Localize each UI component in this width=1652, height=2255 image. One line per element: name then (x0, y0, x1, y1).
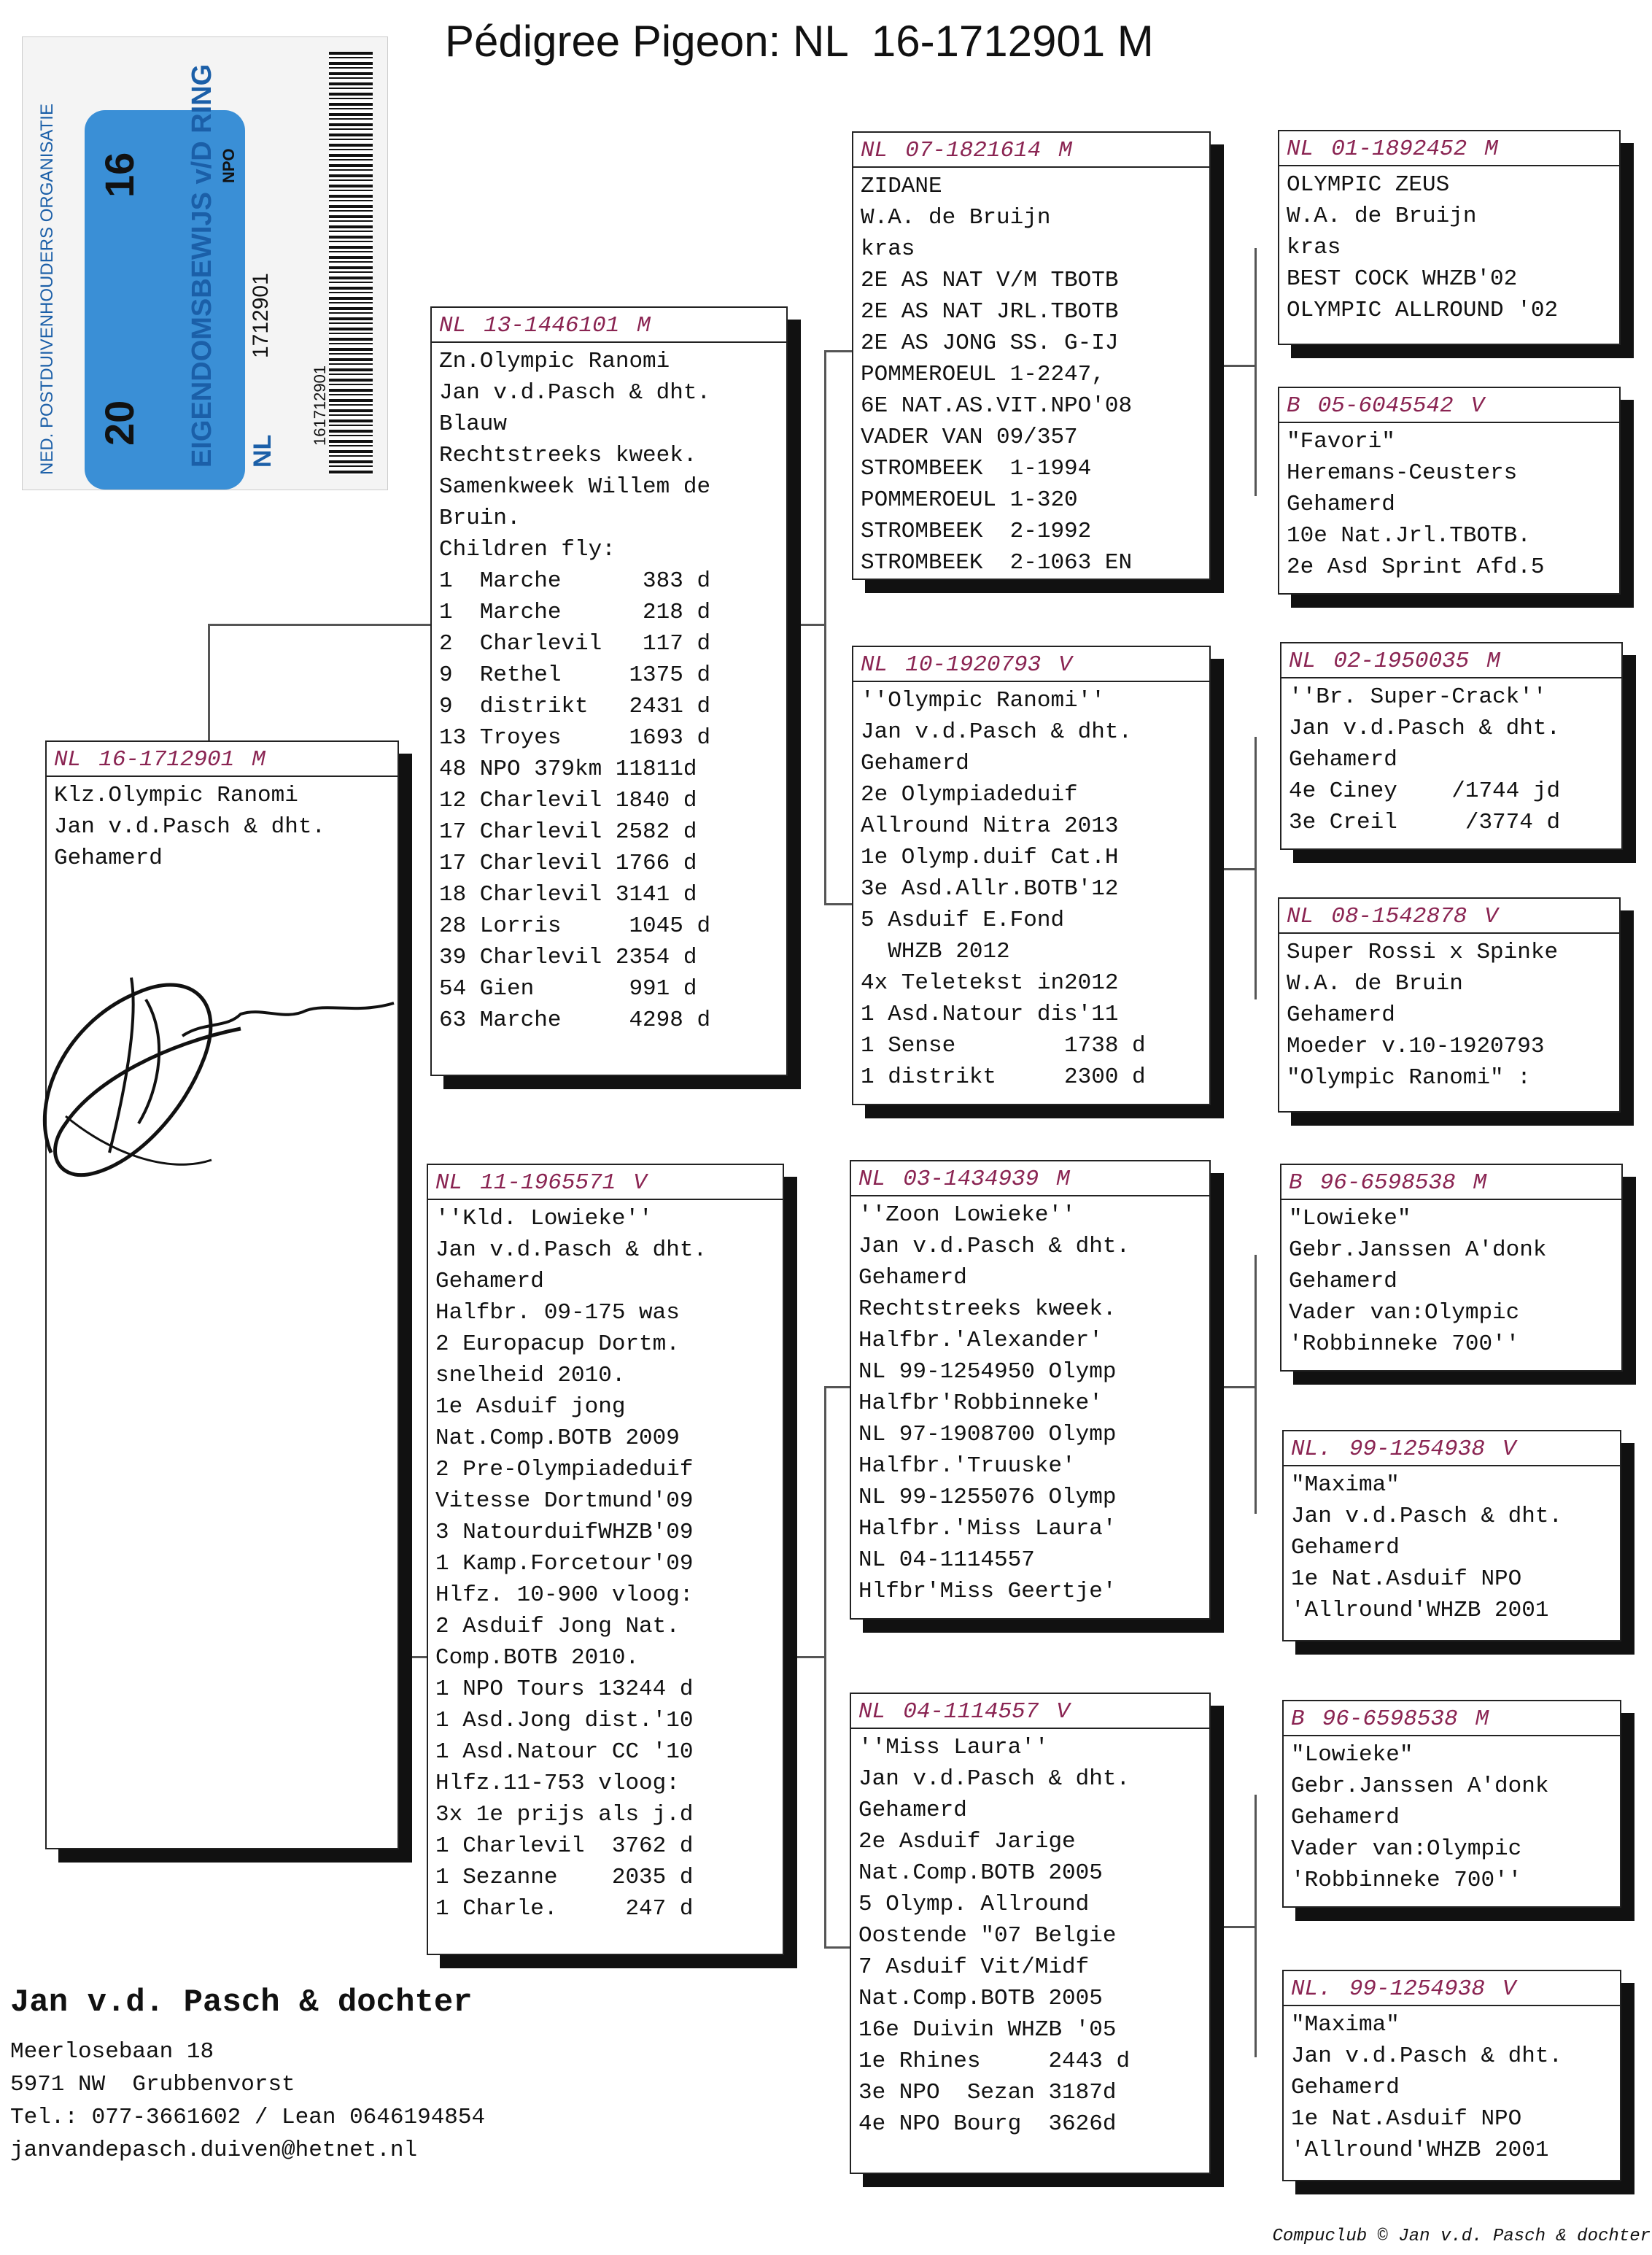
card-line: 9 Rethel 1375 d (439, 662, 711, 688)
card-header: B 96-6598538 M (1284, 1701, 1620, 1736)
card-header: NL. 99-1254938 V (1284, 1431, 1620, 1466)
card-line: 28 Lorris 1045 d (439, 913, 711, 939)
card-line: Halfbr.'Truuske' (858, 1453, 1076, 1479)
pedigree-card-mff (1280, 1164, 1623, 1372)
card-header: NL 16-1712901 M (47, 742, 398, 777)
card-line: Samenkweek Willem de (439, 474, 711, 500)
card-line: Jan v.d.Pasch & dht. (858, 1766, 1131, 1792)
card-header: NL 11-1965571 V (428, 1165, 783, 1200)
card-line: W.A. de Bruin (1287, 971, 1463, 997)
card-line: Nat.Comp.BOTB 2009 (435, 1426, 680, 1451)
card-line: Halfbr.'Alexander' (858, 1328, 1103, 1353)
card-line: STROMBEEK 1-1994 (861, 456, 1092, 481)
card-line: 1 Marche 383 d (439, 568, 711, 594)
pedigree-card-fm (852, 646, 1211, 1105)
card-line: 1 Sense 1738 d (861, 1033, 1146, 1059)
card-line: 1e Nat.Asduif NPO (1291, 2106, 1522, 2132)
card-line: Gehamerd (1287, 492, 1395, 517)
card-line: 1e Nat.Asduif NPO (1291, 1566, 1522, 1592)
pedigree-card-mfm (1282, 1430, 1621, 1641)
card-line: STROMBEEK 2-1063 EN (861, 550, 1133, 576)
card-line: Gehamerd (858, 1265, 967, 1291)
card-line: 18 Charlevil 3141 d (439, 882, 697, 908)
pedigree-card-mother (427, 1164, 784, 1955)
pedigree-card-mmf (1282, 1700, 1621, 1908)
card-line: Rechtstreeks kweek. (858, 1296, 1117, 1322)
ring-year-right: 16 (96, 152, 142, 198)
connector-line (788, 624, 826, 626)
ring-year-left: 20 (96, 400, 142, 446)
card-line: 2E AS JONG SS. G-IJ (861, 330, 1119, 356)
card-line: Jan v.d.Pasch & dht. (54, 814, 326, 840)
card-line: Jan v.d.Pasch & dht. (1291, 2043, 1563, 2069)
card-line: Jan v.d.Pasch & dht. (1291, 1504, 1563, 1529)
card-line: 1 Sezanne 2035 d (435, 1865, 694, 1890)
card-line: Gehamerd (1289, 747, 1397, 773)
ring-abbr: NPO (220, 148, 238, 183)
card-line: Nat.Comp.BOTB 2005 (858, 1986, 1103, 2011)
card-line: Comp.BOTB 2010. (435, 1645, 640, 1671)
card-line: 1 Asd.Natour dis'11 (861, 1002, 1119, 1027)
card-line: POMMEROEUL 1-320 (861, 487, 1078, 513)
card-line: Jan v.d.Pasch & dht. (858, 1234, 1131, 1259)
card-line: Gehamerd (858, 1798, 967, 1823)
card-line: 1 Asd.Jong dist.'10 (435, 1708, 694, 1733)
card-line: "Maxima" (1291, 1472, 1400, 1498)
connector-line (824, 1386, 852, 1388)
card-line: 1 distrikt 2300 d (861, 1064, 1146, 1090)
card-line: 5 Asduif E.Fond (861, 908, 1065, 933)
card-line: 2e Asduif Jarige (858, 1829, 1076, 1854)
connector-line (1254, 1255, 1257, 1514)
connector-line (208, 624, 210, 744)
card-line: 1 NPO Tours 13244 d (435, 1676, 694, 1702)
card-line: Blauw (439, 411, 508, 437)
card-line: NL 99-1254950 Olymp (858, 1359, 1117, 1385)
card-line: Nat.Comp.BOTB 2005 (858, 1860, 1103, 1886)
card-line: 13 Troyes 1693 d (439, 725, 711, 751)
pedigree-card-mf (850, 1160, 1211, 1620)
card-line: 2E AS NAT V/M TBOTB (861, 268, 1119, 293)
card-line: 54 Gien 991 d (439, 976, 697, 1002)
signature-image (22, 934, 401, 1204)
card-line: 'Robbinneke 700'' (1289, 1331, 1520, 1357)
card-line: 1 Charle. 247 d (435, 1896, 694, 1922)
owner-address: Meerlosebaan 18 (10, 2039, 214, 2065)
card-line: 17 Charlevil 2582 d (439, 819, 697, 845)
card-header: B 05-6045542 V (1279, 388, 1619, 423)
card-line: OLYMPIC ZEUS (1287, 172, 1450, 198)
pedigree-card-ffm (1278, 387, 1621, 595)
card-line: Halfbr'Robbinneke' (858, 1390, 1103, 1416)
connector-line (824, 903, 852, 905)
card-line: 3e Asd.Allr.BOTB'12 (861, 876, 1119, 902)
card-line: Bruin. (439, 506, 521, 531)
card-line: 2 Asduif Jong Nat. (435, 1614, 680, 1639)
card-line: "Maxima" (1291, 2012, 1400, 2038)
card-line: 1e Rhines 2443 d (858, 2049, 1131, 2074)
card-header: NL 02-1950035 M (1281, 643, 1621, 678)
card-line: 3e NPO Sezan 3187d (858, 2080, 1117, 2105)
connector-line (1254, 248, 1257, 496)
connector-line (1211, 1926, 1256, 1928)
card-line: ''Olympic Ranomi'' (861, 688, 1105, 713)
card-line: Vader van:Olympic (1289, 1300, 1520, 1326)
card-line: Moeder v.10-1920793 (1287, 1034, 1545, 1059)
owner-name: Jan v.d. Pasch & dochter (10, 1984, 473, 2021)
card-line: "Favori" (1287, 429, 1395, 455)
card-header: NL 03-1434939 M (851, 1161, 1209, 1196)
card-line: ''Zoon Lowieke'' (858, 1202, 1076, 1228)
card-line: 17 Charlevil 1766 d (439, 851, 697, 876)
card-line: 1e Olymp.duif Cat.H (861, 845, 1119, 870)
card-line: Vader van:Olympic (1291, 1836, 1522, 1862)
card-line: 1 Kamp.Forcetour'09 (435, 1551, 694, 1577)
card-line: Hlfz. 10-900 vloog: (435, 1582, 694, 1608)
card-line: Halfbr. 09-175 was (435, 1300, 680, 1326)
card-header: NL. 99-1254938 V (1284, 1971, 1620, 2006)
pedigree-card-mmm (1282, 1970, 1621, 2181)
card-line: Allround Nitra 2013 (861, 813, 1119, 839)
card-line: OLYMPIC ALLROUND '02 (1287, 298, 1559, 323)
ring-certificate (22, 36, 388, 490)
card-line: Hlfz.11-753 vloog: (435, 1771, 680, 1796)
card-line: 3e Creil /3774 d (1289, 810, 1561, 835)
card-line: Super Rossi x Spinke (1287, 940, 1559, 965)
card-line: kras (1287, 235, 1341, 260)
owner-contact (10, 2035, 485, 2167)
card-line: WHZB 2012 (861, 939, 1010, 964)
card-line: 5 Olymp. Allround (858, 1892, 1090, 1917)
card-line: 3x 1e prijs als j.d (435, 1802, 694, 1827)
card-line: 12 Charlevil 1840 d (439, 788, 697, 813)
pedigree-card-fff (1278, 130, 1621, 345)
connector-line (208, 624, 430, 626)
card-line: 'Allround'WHZB 2001 (1291, 2138, 1549, 2163)
ring-number: 1712901 (249, 273, 273, 358)
card-line: Jan v.d.Pasch & dht. (1289, 716, 1561, 741)
card-header: NL 13-1446101 M (432, 308, 786, 343)
card-line: Vitesse Dortmund'09 (435, 1488, 694, 1514)
card-line: Gehamerd (1291, 1535, 1400, 1560)
owner-city: 5971 NW Grubbenvorst (10, 2072, 295, 2097)
owner-phone: Tel.: 077-3661602 / Lean 0646194854 (10, 2105, 486, 2130)
card-line: 2e Olympiadeduif (861, 782, 1078, 808)
card-line: 4e NPO Bourg 3626d (858, 2111, 1117, 2137)
card-line: 1 Asd.Natour CC '10 (435, 1739, 694, 1765)
card-line: W.A. de Bruijn (1287, 204, 1477, 229)
card-line: Gehamerd (1291, 1805, 1400, 1830)
card-line: Rechtstreeks kweek. (439, 443, 697, 468)
card-line: 1e Asduif jong (435, 1394, 626, 1420)
card-line: VADER VAN 09/357 (861, 425, 1078, 450)
card-header: NL 07-1821614 M (853, 133, 1209, 168)
card-line: Halfbr.'Miss Laura' (858, 1516, 1117, 1542)
card-line: BEST COCK WHZB'02 (1287, 266, 1518, 292)
card-line: snelheid 2010. (435, 1363, 626, 1388)
pedigree-card-fmf (1280, 642, 1623, 850)
connector-line (1211, 365, 1256, 367)
card-line: ''Miss Laura'' (858, 1735, 1049, 1760)
card-line: ZIDANE (861, 174, 942, 199)
card-line: ''Kld. Lowieke'' (435, 1206, 653, 1231)
card-line: 1 Charlevil 3762 d (435, 1833, 694, 1859)
page-title: Pédigree Pigeon: NL 16-1712901 M (445, 17, 1154, 66)
owner-email: janvandepasch.duiven@hetnet.nl (10, 2138, 418, 2163)
card-line: 48 NPO 379km 11811d (439, 757, 697, 782)
card-line: POMMEROEUL 1-2247, (861, 362, 1105, 387)
card-header: NL 08-1542878 V (1279, 899, 1619, 934)
card-line: 39 Charlevil 2354 d (439, 945, 697, 970)
card-line: Jan v.d.Pasch & dht. (861, 719, 1133, 745)
card-line: 2e Asd Sprint Afd.5 (1287, 554, 1545, 580)
card-line: 1 Marche 218 d (439, 600, 711, 625)
connector-line (824, 350, 852, 352)
card-line: Hlfbr'Miss Geertje' (858, 1579, 1117, 1604)
card-line: Gehamerd (435, 1269, 544, 1294)
card-line: 2 Europacup Dortm. (435, 1331, 680, 1357)
connector-line (1211, 868, 1256, 870)
card-line: Gehamerd (861, 751, 969, 776)
card-header: NL 10-1920793 V (853, 647, 1209, 682)
card-line: 4e Ciney /1744 jd (1289, 778, 1561, 804)
pedigree-card-father (430, 306, 788, 1076)
ring-org: NED. POSTDUIVENHOUDERS ORGANISATIE (37, 104, 57, 475)
pedigree-card-subject (45, 740, 399, 1849)
ring-barcode-number: 161712901 (311, 365, 329, 446)
card-line: "Lowieke" (1289, 1206, 1411, 1231)
card-line: Heremans-Ceusters (1287, 460, 1518, 486)
card-line: 3 NatourduifWHZB'09 (435, 1520, 694, 1545)
connector-line (784, 1656, 826, 1658)
card-line: NL 04-1114557 (858, 1547, 1035, 1573)
card-header: NL 04-1114557 V (851, 1694, 1209, 1729)
card-line: 2 Pre-Olympiadeduif (435, 1457, 694, 1482)
card-line: 'Robbinneke 700'' (1291, 1868, 1522, 1893)
card-line: Gehamerd (1289, 1269, 1397, 1294)
card-line: ''Br. Super-Crack'' (1289, 684, 1547, 710)
card-line: 9 distrikt 2431 d (439, 694, 711, 719)
card-line: 7 Asduif Vit/Midf (858, 1954, 1090, 1980)
connector-line (1211, 1386, 1256, 1388)
card-line: 63 Marche 4298 d (439, 1007, 711, 1033)
card-line: Zn.Olympic Ranomi (439, 349, 670, 374)
card-line: NL 97-1908700 Olymp (858, 1422, 1117, 1447)
card-header: NL 01-1892452 M (1279, 131, 1619, 166)
copyright-note: Compuclub © Jan v.d. Pasch & dochter (1272, 2227, 1651, 2246)
card-header: B 96-6598538 M (1281, 1165, 1621, 1200)
connector-line (824, 350, 826, 905)
pedigree-card-mm (850, 1693, 1211, 2174)
card-line: Oostende "07 Belgie (858, 1923, 1117, 1949)
ring-country: NL (249, 434, 276, 468)
pedigree-card-ff (852, 131, 1211, 580)
ring-label: EIGENDOMSBEWIJS v/D RING (187, 63, 217, 468)
card-line: Gehamerd (1291, 2075, 1400, 2100)
card-line: Gehamerd (1287, 1002, 1395, 1028)
card-line: Gehamerd (54, 846, 163, 871)
pedigree-card-fmm (1278, 897, 1621, 1113)
card-line: "Lowieke" (1291, 1742, 1413, 1768)
connector-line (824, 1386, 826, 1948)
card-line: 2 Charlevil 117 d (439, 631, 711, 657)
card-line: Klz.Olympic Ranomi (54, 783, 298, 808)
card-line: 6E NAT.AS.VIT.NPO'08 (861, 393, 1133, 419)
card-line: 16e Duivin WHZB '05 (858, 2017, 1117, 2043)
card-line: 10e Nat.Jrl.TBOTB. (1287, 523, 1531, 549)
card-line: Children fly: (439, 537, 616, 562)
card-line: Gebr.Janssen A'donk (1289, 1237, 1547, 1263)
card-line: W.A. de Bruijn (861, 205, 1051, 231)
card-line: 4x Teletekst in2012 (861, 970, 1119, 996)
card-line: Jan v.d.Pasch & dht. (435, 1237, 707, 1263)
card-line: Gebr.Janssen A'donk (1291, 1774, 1549, 1799)
card-line: Jan v.d.Pasch & dht. (439, 380, 711, 406)
card-line: "Olympic Ranomi" : (1287, 1065, 1531, 1091)
connector-line (824, 1946, 852, 1949)
card-line: kras (861, 236, 915, 262)
card-line: STROMBEEK 2-1992 (861, 519, 1092, 544)
card-line: 2E AS NAT JRL.TBOTB (861, 299, 1119, 325)
card-line: 'Allround'WHZB 2001 (1291, 1598, 1549, 1623)
barcode (329, 52, 373, 475)
card-line: NL 99-1255076 Olymp (858, 1485, 1117, 1510)
